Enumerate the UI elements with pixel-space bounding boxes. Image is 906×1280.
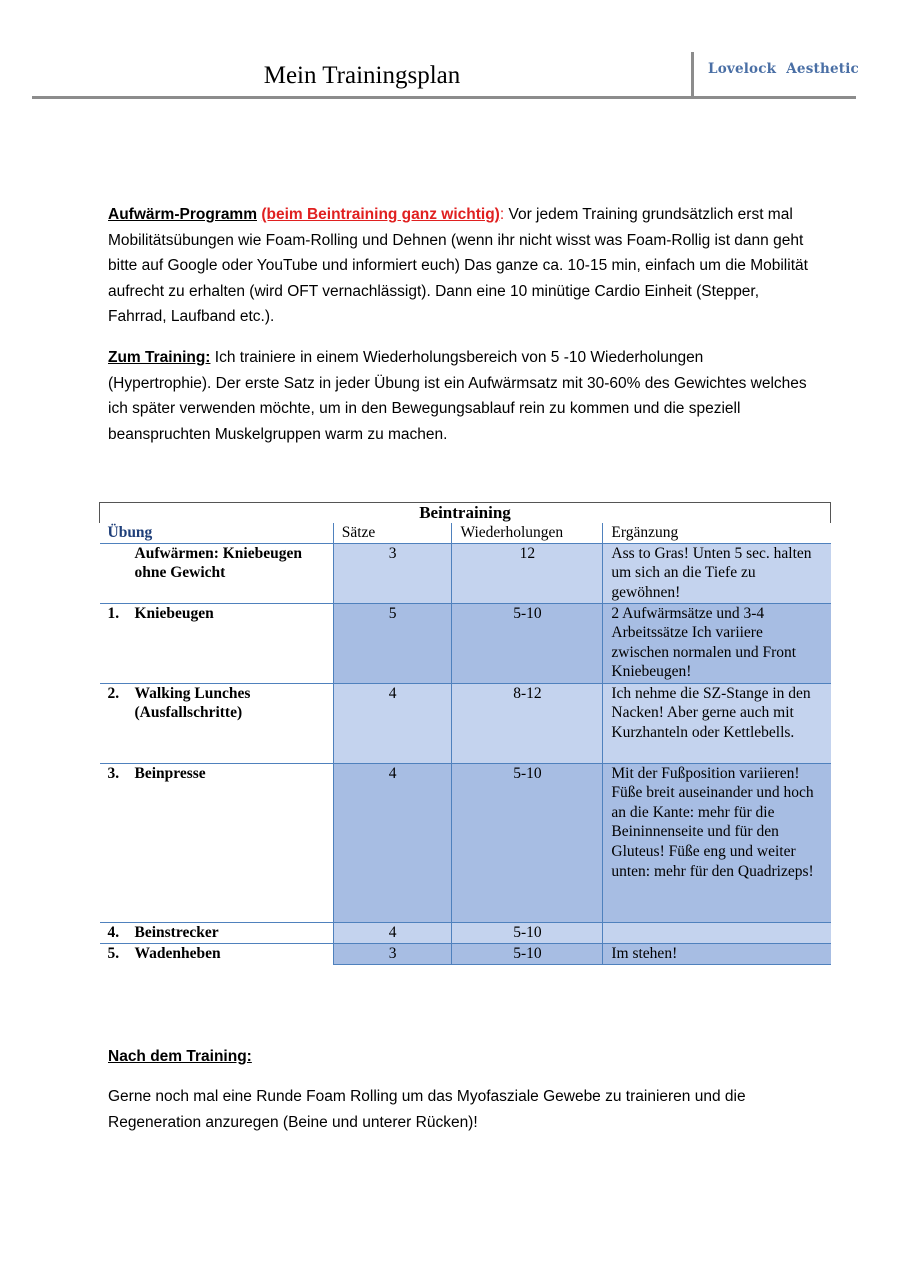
after-heading: Nach dem Training: [108, 1048, 252, 1065]
exercise-cell [100, 543, 334, 603]
col-header-sets: Sätze [333, 523, 452, 543]
warmup-colon: : [499, 206, 505, 223]
note-cell [603, 922, 831, 943]
table-row [100, 922, 831, 943]
exercise-number: 2. [107, 684, 120, 702]
exercise-number: 5. [107, 944, 120, 962]
exercise-number: 3. [107, 764, 120, 782]
brand-logo [708, 61, 869, 77]
page-header [32, 52, 859, 100]
note-cell: Ich nehme die SZ-Stange in den Nacken! Aber gerne auch mit Kurzhanteln oder Kettlebells. [603, 683, 831, 763]
exercise-cell [100, 763, 334, 922]
col-header-exercise: Übung [100, 523, 334, 543]
table-title: Beintraining [100, 503, 831, 524]
reps-cell: 5-10 [452, 603, 603, 683]
exercise-number: 4. [107, 923, 120, 941]
after-heading-paragraph [108, 1044, 808, 1070]
reps-cell: 5-10 [452, 922, 603, 943]
warmup-text: Vor jedem Training grundsätzlich erst mal Mobilitätsübungen wie Foam-Rolling und Dehnen (wenn ihr nicht wisst was Foam-Rollig ist dann geht bitte auf Google oder YouTube und informiert euch) Das ganze ca. 10-15 min, einfach um die Mobilität aufrecht zu erhalten (wird OFT vernachlässigt). Dann eine 10 minütige Cardio Einheit (Stepper, Fahrrad, Laufband etc.). [108, 206, 808, 326]
sets-cell: 5 [333, 603, 452, 683]
training-heading: Zum Training: [108, 349, 211, 366]
note-cell: Im stehen! [603, 943, 831, 964]
sets-cell: 4 [333, 683, 452, 763]
exercise-cell [100, 943, 334, 964]
table-row [100, 763, 831, 922]
brand-word-1: Lovelock [708, 61, 777, 77]
exercise-name: Wadenheben [134, 944, 221, 962]
note-cell: Ass to Gras! Unten 5 sec. halten um sich an die Tiefe zu gewöhnen! [603, 543, 831, 603]
col-header-reps: Wiederholungen [452, 523, 603, 543]
exercise-name: Aufwärmen: Kniebeugen ohne Gewicht [134, 544, 302, 582]
exercise-cell [100, 683, 334, 763]
exercise-number: 1. [107, 604, 120, 622]
brand-word-2: Aesthetic [786, 61, 859, 77]
leg-training-table [99, 502, 831, 965]
reps-cell: 12 [452, 543, 603, 603]
exercise-name: Kniebeugen [134, 604, 214, 622]
sets-cell: 3 [333, 943, 452, 964]
table-title-row [100, 503, 831, 524]
exercise-cell [100, 922, 334, 943]
exercise-name: Walking Lunches (Ausfallschritte) [134, 684, 251, 722]
header-rule [32, 96, 856, 99]
col-header-note: Ergänzung [603, 523, 831, 543]
training-paragraph [108, 345, 808, 447]
page-title: Mein Trainingsplan [263, 62, 461, 89]
table-row [100, 603, 831, 683]
warmup-heading: Aufwärm-Programm [108, 206, 257, 223]
sets-cell: 3 [333, 543, 452, 603]
after-paragraph: Gerne noch mal eine Runde Foam Rolling um das Myofasziale Gewebe zu trainieren und die Regeneration anzuregen (Beine und unterer Rücken)! [108, 1088, 746, 1131]
header-separator [691, 52, 694, 98]
table-row [100, 943, 831, 964]
warmup-paragraph [108, 202, 808, 330]
reps-cell: 5-10 [452, 763, 603, 922]
training-text: Ich trainiere in einem Wiederholungsbereich von 5 -10 Wiederholungen (Hypertrophie). Der erste Satz in jeder Übung ist ein Aufwärmsatz mit 30-60% des Gewichtes welches ich später verwenden möchte, um in den Bewegungsablauf rein zu kommen und die speziell beanspruchten Muskelgruppen warm zu machen. [108, 349, 807, 443]
note-cell: 2 Aufwärmsätze und 3-4 Arbeitssätze Ich variiere zwischen normalen und Front Kniebeugen! [603, 603, 831, 683]
table-row [100, 543, 831, 603]
exercise-name: Beinstrecker [134, 923, 219, 941]
sets-cell: 4 [333, 763, 452, 922]
reps-cell: 5-10 [452, 943, 603, 964]
table-header-row [100, 523, 831, 543]
exercise-name: Beinpresse [134, 764, 206, 782]
exercise-cell [100, 603, 334, 683]
sets-cell: 4 [333, 922, 452, 943]
reps-cell: 8-12 [452, 683, 603, 763]
table-row [100, 683, 831, 763]
note-cell: Mit der Fußposition variieren! Füße breit auseinander und hoch an die Kante: mehr für die Beininnenseite und für den Gluteus! Füße eng und weiter unten: mehr für den Quadrizeps! [603, 763, 831, 922]
warmup-note: (beim Beintraining ganz wichtig) [261, 206, 500, 223]
